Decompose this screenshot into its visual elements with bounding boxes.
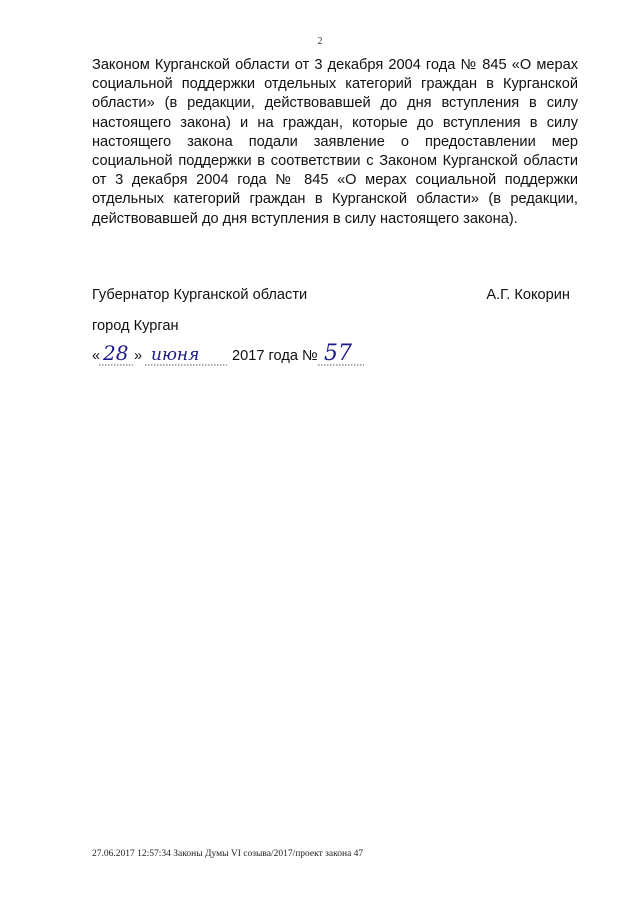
footer-file-path: 27.06.2017 12:57:34 Законы Думы VI созыва/2017/проект закона 47	[92, 849, 364, 859]
month-text: июня	[151, 345, 200, 365]
day-text: 28	[103, 341, 129, 365]
law-body-text: Законом Курганской области от 3 декабря 2004 года № 845 «О мерах социальной поддержки отдельных категорий граждан в Курганской области» (в редакции, действовавшей до дня вступления в силу настоящего закона) и на граждан, которые до вступления в силу настоящего закона подали заявление о предоставлении мер социальной поддержки в соответствии с Законом Курганской области от 3 декабря 2004 года № 845 «О мерах социальной поддержки отдельных категорий граждан в Курганской области» (в редакции, действовавшей до дня вступления в силу настоящего закона).	[92, 57, 578, 227]
close-quote: »	[134, 348, 143, 364]
handwritten-number	[318, 336, 364, 368]
open-quote: «	[92, 348, 101, 364]
page-number: 2	[317, 36, 323, 47]
signatory-name: А.Г. Кокорин	[486, 287, 570, 303]
number-text: 57	[324, 341, 352, 366]
city-name: город Курган	[92, 318, 179, 334]
handwritten-day	[99, 338, 133, 368]
signature-row	[92, 287, 570, 303]
date-line	[92, 341, 412, 372]
date-year-text: 2017 года №	[232, 348, 318, 364]
signatory-position: Губернатор Курганской области	[92, 287, 308, 303]
handwritten-month	[145, 338, 227, 368]
